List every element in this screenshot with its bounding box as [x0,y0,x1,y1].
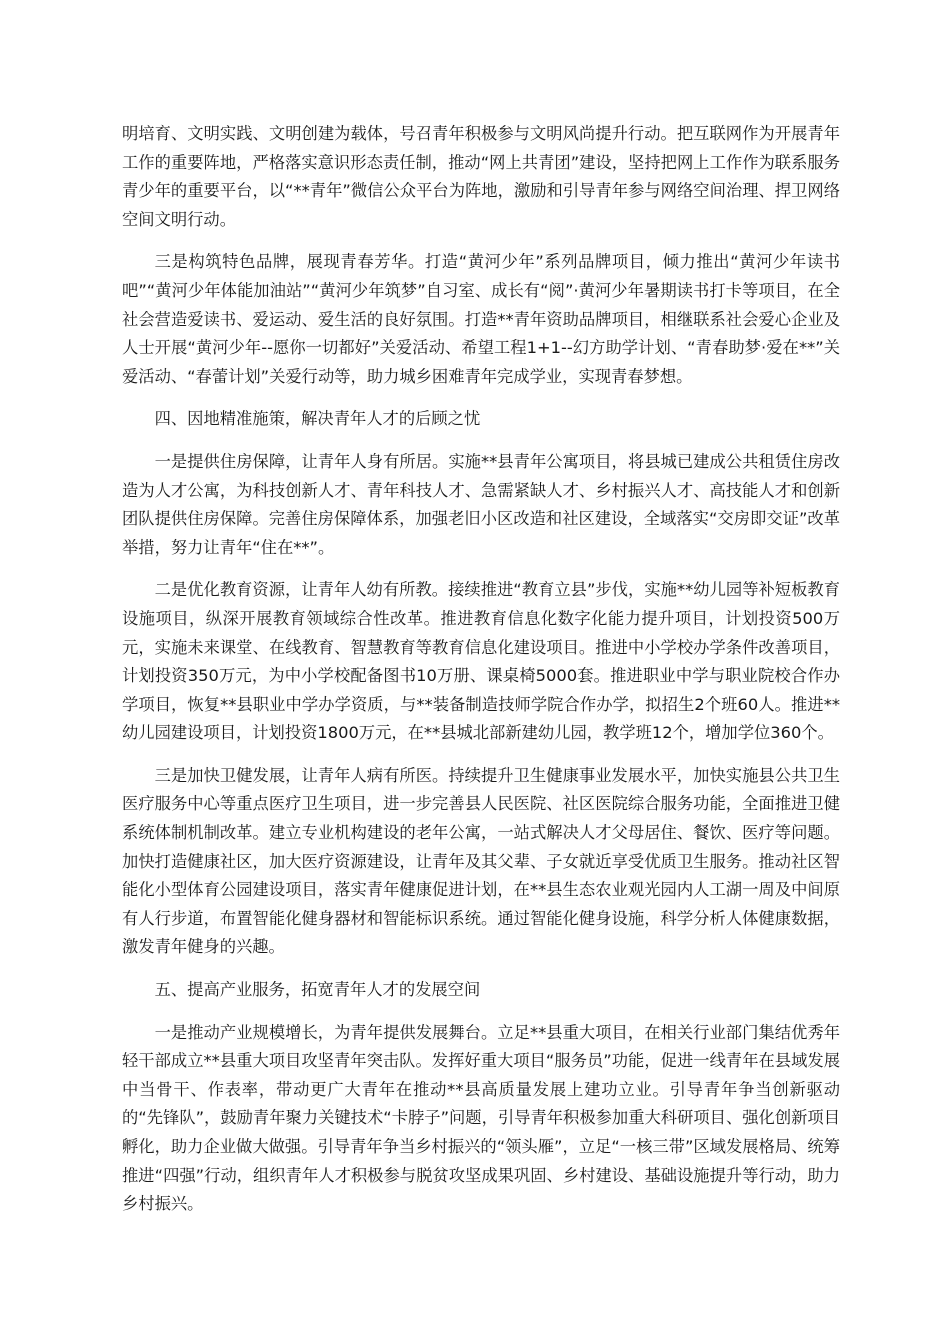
paragraph-industry: 一是推动产业规模增长，为青年提供发展舞台。立足**县重大项目，在相关行业部门集结优秀年轻干部成立**县重大项目攻坚青年突击队。发挥好重大项目“服务员”功能，促进一线青年在县域发展中当骨干、作表率，带动更广大青年在推动**县高质量发展上建功立业。引导青年争当创新驱动的“先锋队”，鼓励青年聚力关键技术“卡脖子”问题，引导青年积极参加重大科研项目、强化创新项目孵化，助力企业做大做强。引导青年争当乡村振兴的“领头雁”，立足“一核三带”区域发展格局、统筹推进“四强”行动，组织青年人才积极参与脱贫攻坚成果巩固、乡村建设、基础设施提升等行动，助力乡村振兴。 [122,1022,840,1214]
document-page [122,120,840,1233]
section-heading-5: 五、提高产业服务，拓宽青年人才的发展空间 [154,980,481,1000]
paragraph-continuation: 明培育、文明实践、文明创建为载体，号召青年积极参与文明风尚提升行动。把互联网作为开展青年工作的重要阵地，严格落实意识形态责任制，推动“网上共青团”建设，坚持把网上工作作为联系服务青少年的重要平台，以“**青年”微信公众平台为阵地，激励和引导青年参与网络空间治理、捍卫网络空间文明行动。 [122,124,840,229]
paragraph-brand-building: 三是构筑特色品牌，展现青春芳华。打造“黄河少年”系列品牌项目，倾力推出“黄河少年读书吧”“黄河少年体能加油站”“黄河少年筑梦”自习室、成长有“阅”·黄河少年暑期读书打卡等项目，在全社会营造爱读书、爱运动、爱生活的良好氛围。打造**青年资助品牌项目，相继联系社会爱心企业及人士开展“黄河少年--愿你一切都好”关爱活动、希望工程1+1--幻方助学计划、“青春助梦·爱在**”关爱活动、“春蕾计划”关爱行动等，助力城乡困难青年完成学业，实现青春梦想。 [122,252,840,386]
paragraph-education: 二是优化教育资源，让青年人幼有所教。接续推进“教育立县”步伐，实施**幼儿园等补短板教育设施项目，纵深开展教育领域综合性改革。推进教育信息化数字化能力提升项目，计划投资500万元，实施未来课堂、在线教育、智慧教育等教育信息化建设项目。推进中小学校办学条件改善项目，计划投资350万元，为中小学校配备图书10万册、课桌椅5000套。推进职业中学与职业院校合作办学项目，恢复**县职业中学办学资质，与**装备制造技师学院合作办学，拟招生2个班60人。推进**幼儿园建设项目，计划投资1800万元，在**县城北部新建幼儿园，教学班12个，增加学位360个。 [122,580,840,743]
paragraph-healthcare: 三是加快卫健发展，让青年人病有所医。持续提升卫生健康事业发展水平，加快实施县公共卫生医疗服务中心等重点医疗卫生项目，进一步完善县人民医院、社区医院综合服务功能，全面推进卫健系统体制机制改革。建立专业机构建设的老年公寓，一站式解决人才父母居住、餐饮、医疗等问题。加快打造健康社区，加大医疗资源建设，让青年及其父辈、子女就近享受优质卫生服务。推动社区智能化小型体育公园建设项目，落实青年健康促进计划，在**县生态农业观光园内人工湖一周及中间原有人行步道，布置智能化健身器材和智能标识系统。通过智能化健身设施，科学分析人体健康数据，激发青年健身的兴趣。 [122,765,840,957]
paragraph-housing: 一是提供住房保障，让青年人身有所居。实施**县青年公寓项目，将县城已建成公共租赁住房改造为人才公寓，为科技创新人才、青年科技人才、急需紧缺人才、乡村振兴人才、高技能人才和创新团队提供住房保障。完善住房保障体系，加强老旧小区改造和社区建设，全域落实“交房即交证”改革举措，努力让青年“住在**”。 [122,451,840,557]
section-heading-4: 四、因地精准施策，解决青年人才的后顾之忧 [154,409,481,429]
